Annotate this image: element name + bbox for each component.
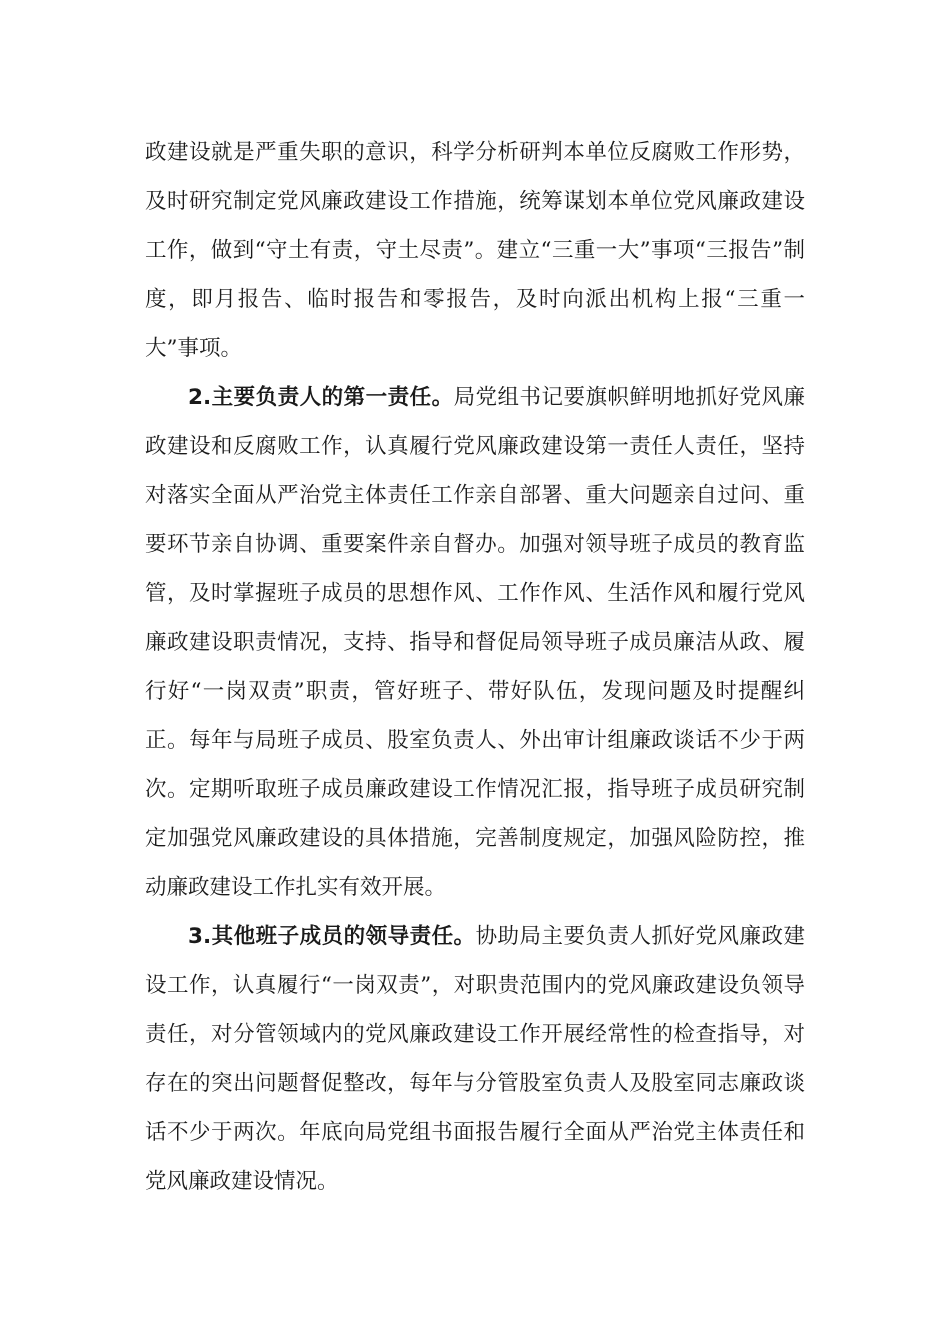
paragraph-primary-responsibility — [145, 373, 805, 912]
paragraph-body: 局党组书记要旗帜鲜明地抓好党风廉政建设和反腐败工作，认真履行党风廉政建设第一责任人责任，坚持对落实全面从严治党主体责任工作亲自部署、重大问题亲自过问、重要环节亲自协调、重要案件亲自督办。加强对领导班子成员的教育监管，及时掌握班子成员的思想作风、工作作风、生活作风和履行党风廉政建设职责情况，支持、指导和督促局领导班子成员廉洁从政、履行好“一岗双责”职责，管好班子、带好队伍，发现问题及时提醒纠正。每年与局班子成员、股室负责人、外出审计组廉政谈话不少于两次。定期听取班子成员廉政建设工作情况汇报，指导班子成员研究制定加强党风廉政建设的具体措施，完善制度规定，加强风险防控，推动廉政建设工作扎实有效开展。 — [145, 385, 805, 900]
paragraph-heading: 2.主要负责人的第一责任。 — [188, 385, 454, 410]
document-body — [145, 128, 805, 1206]
paragraph-body: 协助局主要负责人抓好党风廉政建设工作，认真履行“一岗双责”，对职贵范围内的党风廉政建设负领导责任，对分管领域内的党风廉政建设工作开展经常性的检查指导，对存在的突出问题督促整改，每年与分管股室负责人及股室同志廉政谈话不少于两次。年底向局党组书面报告履行全面从严治党主体责任和党风廉政建设情况。 — [145, 924, 805, 1194]
paragraph-body: 政建设就是严重失职的意识，科学分析研判本单位反腐败工作形势，及时研究制定党风廉政建设工作措施，统筹谋划本单位党风廉政建设工作，做到“守土有责，守土尽责”。建立“三重一大”事项“三报告”制度，即月报告、临时报告和零报告，及时向派出机构上报“三重一大”事项。 — [145, 140, 805, 361]
paragraph-heading: 3.其他班子成员的领导责任。 — [188, 924, 476, 949]
paragraph-continuation — [145, 128, 805, 373]
paragraph-leadership-responsibility — [145, 912, 805, 1206]
